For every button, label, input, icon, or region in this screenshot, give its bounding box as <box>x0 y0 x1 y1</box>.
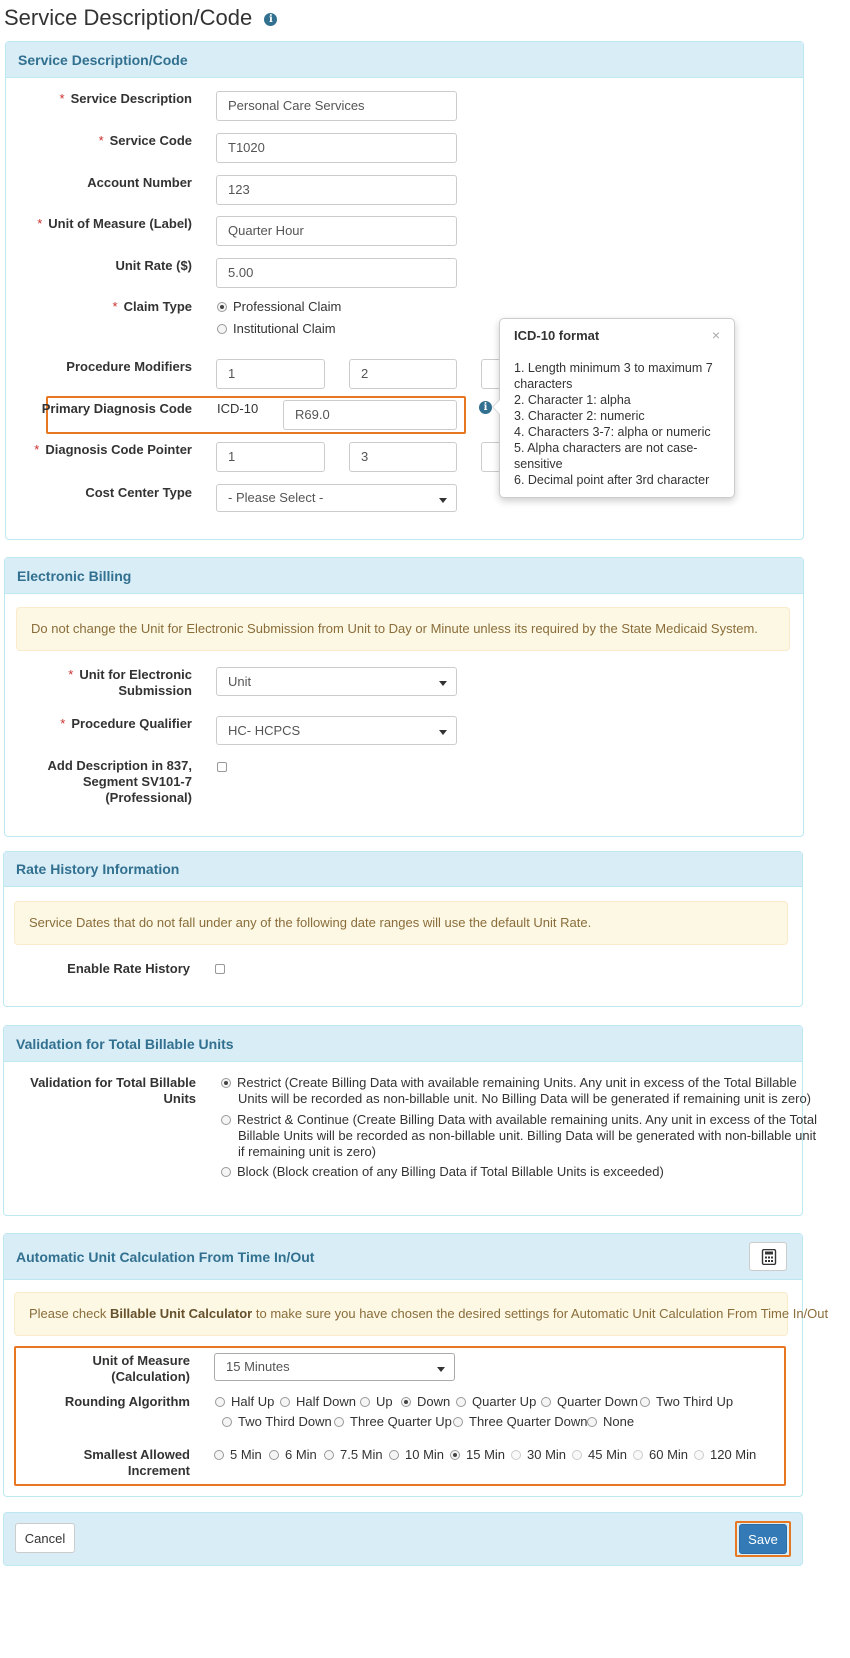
radio-selected-icon[interactable] <box>401 1397 411 1407</box>
rounding-up[interactable]: Up <box>360 1394 393 1410</box>
procedure-modifier-1[interactable]: 1 <box>216 359 325 389</box>
rate-history-alert: Service Dates that do not fall under any of the following date ranges will use the default Unit Rate. <box>14 901 788 945</box>
radio-icon[interactable] <box>360 1397 370 1407</box>
enable-rate-history-label: Enable Rate History <box>67 961 190 976</box>
uom-calculation-label: Unit of Measure (Calculation) <box>92 1353 190 1384</box>
radio-icon[interactable] <box>453 1417 463 1427</box>
validation-option-block[interactable]: Block (Block creation of any Billing Data if Total Billable Units is exceeded) <box>221 1164 664 1180</box>
icd-10-popover <box>499 318 735 498</box>
radio-icon[interactable] <box>456 1397 466 1407</box>
validation-label: Validation for Total Billable Units <box>30 1075 196 1106</box>
account-number-input[interactable]: 123 <box>216 175 457 205</box>
radio-selected-icon[interactable] <box>450 1450 460 1460</box>
enable-rate-history-checkbox[interactable] <box>215 964 225 974</box>
increment-7-5-min[interactable]: 7.5 Min <box>324 1447 383 1463</box>
validation-option-restrict-continue[interactable]: Restrict & Continue (Create Billing Data with available remaining units. Any unit in excess of the Total Billable Units will be recorded as non-billable unit. Billing Data will be generated with non-billable unit if remaining unit is zero) <box>221 1112 817 1160</box>
smallest-increment-label: Smallest Allowed Increment <box>83 1447 190 1478</box>
service-code-input[interactable]: T1020 <box>216 133 457 163</box>
radio-icon[interactable] <box>389 1450 399 1460</box>
radio-icon[interactable] <box>633 1450 643 1460</box>
popover-item: 3. Character 2: numeric <box>514 409 645 423</box>
diagnosis-pointer-label: * Diagnosis Code Pointer <box>34 442 192 457</box>
rounding-algorithm-label: Rounding Algorithm <box>64 1394 190 1409</box>
primary-diagnosis-input[interactable]: R69.0 <box>283 400 457 430</box>
procedure-modifiers-label: Procedure Modifiers <box>66 359 192 374</box>
radio-icon[interactable] <box>217 324 227 334</box>
billing-panel-heading: Electronic Billing <box>5 558 803 594</box>
radio-icon[interactable] <box>640 1397 650 1407</box>
popover-item: 1. Length minimum 3 to maximum 7 characters <box>514 361 713 391</box>
cost-center-select[interactable]: - Please Select - <box>216 484 457 512</box>
radio-selected-icon[interactable] <box>221 1078 231 1088</box>
rounding-two-third-down[interactable]: Two Third Down <box>222 1414 332 1430</box>
rounding-none[interactable]: None <box>587 1414 634 1430</box>
validation-heading: Validation for Total Billable Units <box>4 1026 802 1062</box>
radio-icon[interactable] <box>511 1450 521 1460</box>
popover-item: 6. Decimal point after 3rd character <box>514 473 710 487</box>
diagnosis-pointer-1[interactable]: 1 <box>216 442 325 472</box>
increment-120-min[interactable]: 120 Min <box>694 1447 756 1463</box>
service-panel-heading: Service Description/Code <box>6 42 803 78</box>
procedure-qualifier-select[interactable]: HC- HCPCS <box>216 716 457 745</box>
unit-rate-label: Unit Rate ($) <box>115 258 192 273</box>
calculator-icon[interactable] <box>761 1249 777 1265</box>
increment-10-min[interactable]: 10 Min <box>389 1447 444 1463</box>
account-number-label: Account Number <box>87 175 192 190</box>
page-title-text: Service Description/Code <box>4 5 253 30</box>
rounding-three-quarter-up[interactable]: Three Quarter Up <box>334 1414 452 1430</box>
add-description-checkbox[interactable] <box>217 762 227 772</box>
rounding-half-down[interactable]: Half Down <box>280 1394 356 1410</box>
unit-rate-input[interactable]: 5.00 <box>216 258 457 288</box>
calculator-button[interactable] <box>749 1242 787 1271</box>
radio-icon[interactable] <box>215 1397 225 1407</box>
auto-calc-heading: Automatic Unit Calculation From Time In/Out <box>4 1234 802 1280</box>
page-title <box>4 4 277 32</box>
claim-type-institutional[interactable]: Institutional Claim <box>217 321 336 337</box>
radio-icon[interactable] <box>334 1417 344 1427</box>
footer-bar <box>3 1512 803 1566</box>
radio-icon[interactable] <box>222 1417 232 1427</box>
increment-6-min[interactable]: 6 Min <box>269 1447 317 1463</box>
radio-icon[interactable] <box>221 1115 231 1125</box>
unit-of-measure-input[interactable]: Quarter Hour <box>216 216 457 246</box>
rate-history-heading: Rate History Information <box>4 852 802 887</box>
rounding-half-up[interactable]: Half Up <box>215 1394 274 1410</box>
radio-selected-icon[interactable] <box>217 302 227 312</box>
save-button[interactable]: Save <box>739 1524 787 1554</box>
service-description-input[interactable]: Personal Care Services <box>216 91 457 121</box>
claim-type-label: * Claim Type <box>112 299 192 314</box>
radio-icon[interactable] <box>269 1450 279 1460</box>
radio-icon[interactable] <box>572 1450 582 1460</box>
close-icon[interactable]: × <box>711 327 720 343</box>
unit-submission-label: * Unit for Electronic Submission <box>68 667 192 698</box>
popover-item: 5. Alpha characters are not case-sensitive <box>514 441 698 471</box>
icd-info-icon[interactable]: i <box>479 401 492 414</box>
radio-icon[interactable] <box>694 1450 704 1460</box>
popover-title: ICD-10 format <box>514 328 600 343</box>
rounding-three-quarter-down[interactable]: Three Quarter Down <box>453 1414 588 1430</box>
auto-calc-alert: Please check Billable Unit Calculator to make sure you have chosen the desired settings for Automatic Unit Calculation From Time In/Out <box>14 1292 788 1336</box>
radio-icon[interactable] <box>214 1450 224 1460</box>
rounding-two-third-up[interactable]: Two Third Up <box>640 1394 733 1410</box>
increment-60-min[interactable]: 60 Min <box>633 1447 688 1463</box>
radio-icon[interactable] <box>221 1167 231 1177</box>
validation-option-restrict[interactable]: Restrict (Create Billing Data with available remaining Units. Any unit in excess of the Total Billable Units will be recorded as non-billable unit. No Billing Data will be generated if remaining unit is zero) <box>221 1075 811 1107</box>
procedure-modifier-2[interactable]: 2 <box>349 359 457 389</box>
info-icon[interactable]: i <box>264 13 277 26</box>
rounding-down[interactable]: Down <box>401 1394 450 1410</box>
increment-45-min[interactable]: 45 Min <box>572 1447 627 1463</box>
unit-submission-select[interactable]: Unit <box>216 667 457 696</box>
radio-icon[interactable] <box>324 1450 334 1460</box>
unit-of-measure-label: * Unit of Measure (Label) <box>37 216 192 231</box>
increment-5-min[interactable]: 5 Min <box>214 1447 262 1463</box>
cost-center-label: Cost Center Type <box>85 485 192 500</box>
popover-item: 4. Characters 3-7: alpha or numeric <box>514 425 711 439</box>
radio-icon[interactable] <box>541 1397 551 1407</box>
increment-15-min[interactable]: 15 Min <box>450 1447 505 1463</box>
uom-calculation-select[interactable]: 15 Minutes <box>214 1353 455 1381</box>
popover-list <box>514 360 724 488</box>
add-description-label: Add Description in 837, Segment SV101-7 (Professional) <box>47 758 192 805</box>
diagnosis-pointer-2[interactable]: 3 <box>349 442 457 472</box>
rounding-quarter-down[interactable]: Quarter Down <box>541 1394 638 1410</box>
radio-icon[interactable] <box>587 1417 597 1427</box>
icd-10-prefix: ICD-10 <box>217 401 259 416</box>
popover-item: 2. Character 1: alpha <box>514 393 631 407</box>
rounding-quarter-up[interactable]: Quarter Up <box>456 1394 536 1410</box>
billing-alert: Do not change the Unit for Electronic Submission from Unit to Day or Minute unless its required by the State Medicaid System. <box>16 607 790 651</box>
primary-diagnosis-label: Primary Diagnosis Code <box>41 401 192 416</box>
claim-type-professional[interactable]: Professional Claim <box>217 299 341 315</box>
increment-30-min[interactable]: 30 Min <box>511 1447 566 1463</box>
radio-icon[interactable] <box>280 1397 290 1407</box>
service-description-label: * Service Description <box>59 91 192 106</box>
cancel-button[interactable]: Cancel <box>15 1523 75 1553</box>
procedure-qualifier-label: * Procedure Qualifier <box>60 716 192 731</box>
service-code-label: * Service Code <box>98 133 192 148</box>
